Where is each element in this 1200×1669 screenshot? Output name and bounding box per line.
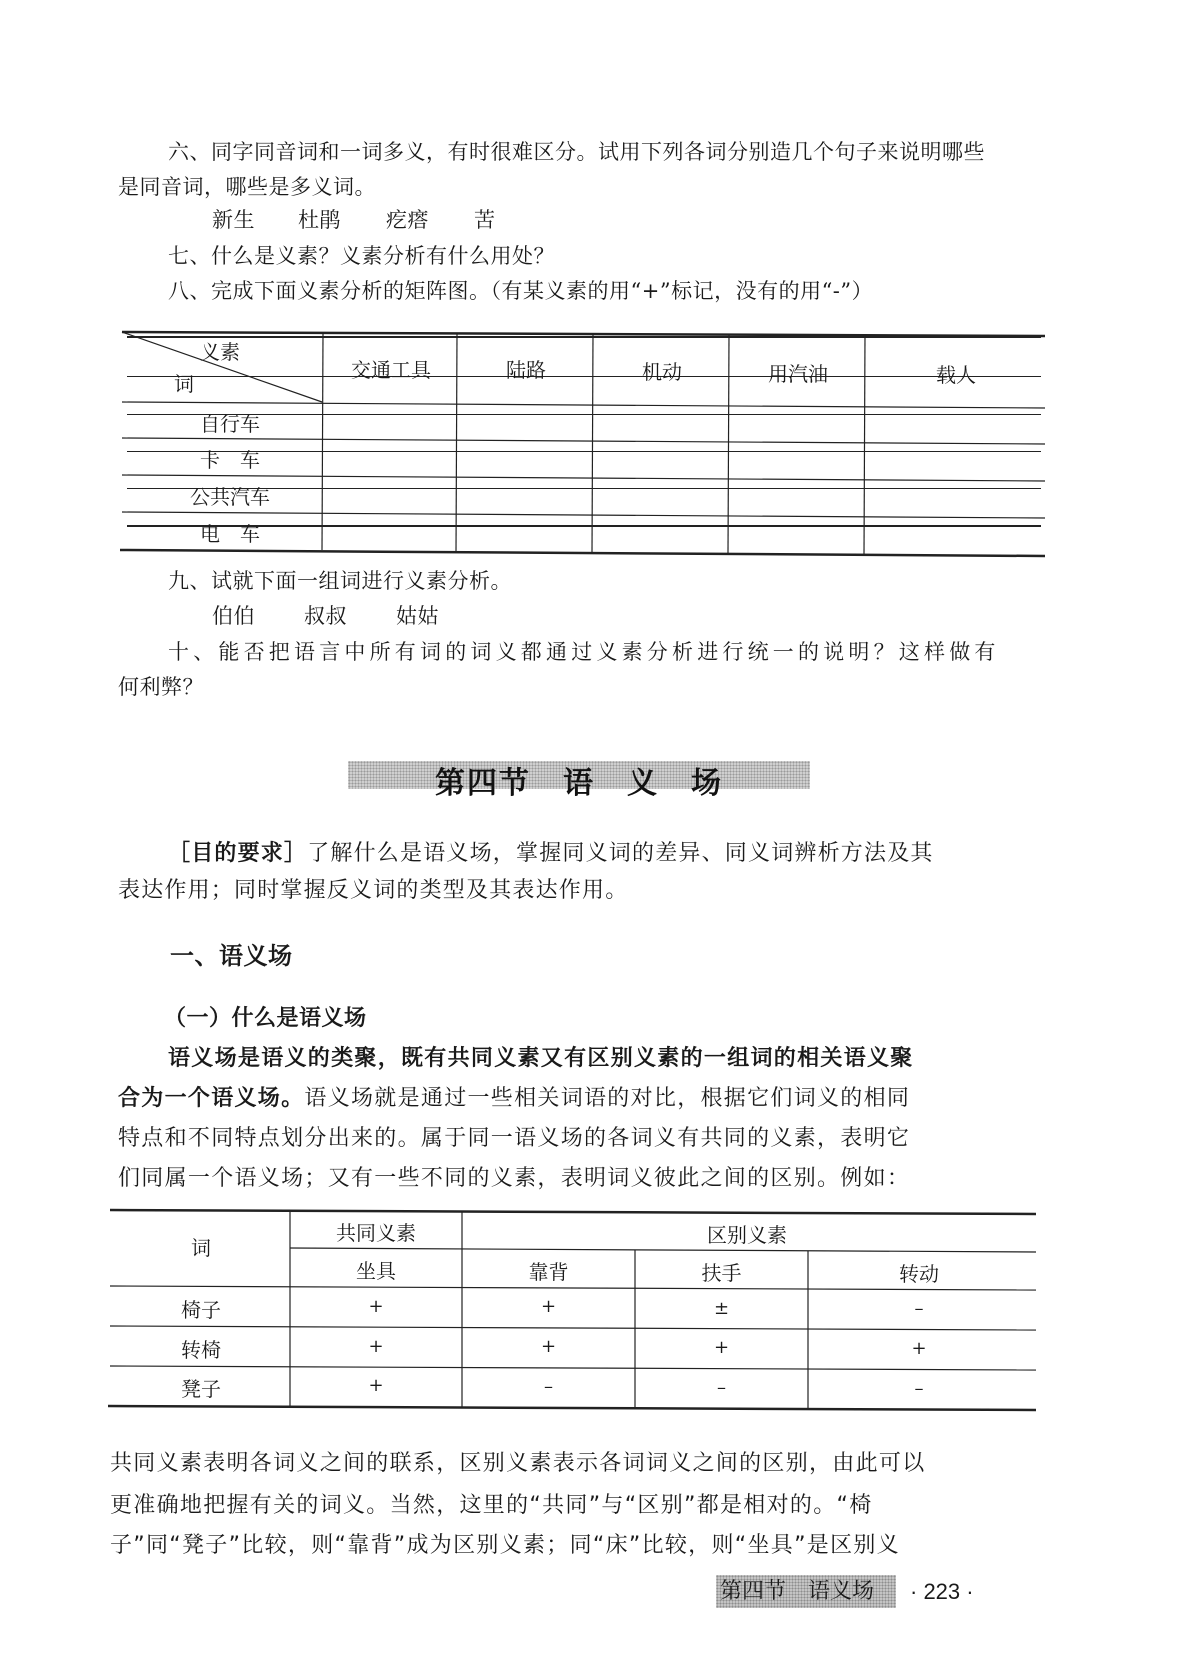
sub-header: 靠背 xyxy=(528,1260,569,1284)
exercise-6-word: 疙瘩 xyxy=(386,208,429,232)
exercise-9-word: 伯伯 xyxy=(212,604,255,628)
footer-section-label: 第四节 语义场 xyxy=(720,1579,875,1604)
seme-value: + xyxy=(368,1336,384,1357)
objective-text: 了解什么是语义场，掌握同义词的差异、同义词辨析方法及其 xyxy=(307,841,934,866)
seme-value: – xyxy=(544,1376,553,1397)
column-header: 用汽油 xyxy=(768,362,828,386)
column-header: 陆路 xyxy=(506,358,546,382)
exercise-8: 八、完成下面义素分析的矩阵图。（有某义素的用“+”标记，没有的用“-”） xyxy=(168,279,874,303)
column-header: 载人 xyxy=(936,363,976,387)
column-header: 交通工具 xyxy=(351,358,431,382)
closing-line3: 子”同“凳子”比较，则“靠背”成为区别义素；同“床”比较，则“坐具”是区别义 xyxy=(110,1533,900,1558)
exercise-10-line1: 十、能否把语言中所有词的词义都通过义素分析进行统一的说明？这样做有 xyxy=(168,640,1000,664)
seme-value: + xyxy=(911,1338,927,1359)
definition-bold: 合为一个语义场。 xyxy=(118,1086,305,1111)
row-label: 电 车 xyxy=(200,522,260,546)
objective-label: ［目的要求］ xyxy=(168,841,308,866)
seme-value: – xyxy=(914,1298,924,1319)
corner-label-seme: 义素 xyxy=(200,340,240,364)
closing-line1: 共同义素表明各词义之间的联系，区别义素表示各词词义之间的区别，由此可以 xyxy=(110,1451,926,1476)
exercise-6-word: 杜鹃 xyxy=(298,208,341,232)
page-number: · 223 · xyxy=(910,1579,974,1604)
sub-header: 坐具 xyxy=(356,1259,396,1283)
seme-value: + xyxy=(368,1296,384,1317)
corner-label-word: 词 xyxy=(174,372,194,396)
exercise-6-line2: 是同音词，哪些是多义词。 xyxy=(118,175,376,199)
definition-line1: 语义场是语义的类聚，既有共同义素又有区别义素的一组词的相关语义聚 xyxy=(168,1046,914,1071)
distinct-seme-header: 区别义素 xyxy=(707,1223,787,1247)
row-word: 转椅 xyxy=(181,1338,221,1362)
closing-line2: 更准确地把握有关的词义。当然，这里的“共同”与“区别”都是相对的。“椅 xyxy=(110,1493,873,1518)
row-word: 椅子 xyxy=(181,1298,221,1322)
objective-line2: 表达作用；同时掌握反义词的类型及其表达作用。 xyxy=(118,878,629,903)
definition-text: 语义场就是通过一些相关词语的对比，根据它们词义的相同 xyxy=(304,1086,911,1111)
seme-value: + xyxy=(368,1375,384,1396)
exercise-7: 七、什么是义素？义素分析有什么用处？ xyxy=(168,244,555,268)
exercise-6-line1: 六、同字同音词和一词多义，有时很难区分。试用下列各词分别造几个句子来说明哪些 xyxy=(168,140,985,164)
seme-value: – xyxy=(914,1378,924,1399)
row-label: 卡 车 xyxy=(200,448,260,472)
section-title: 第四节 语 义 场 xyxy=(435,766,723,801)
heading-semantic-field: 一、语义场 xyxy=(170,942,293,970)
common-seme-header: 共同义素 xyxy=(336,1221,416,1245)
paragraph-line3: 特点和不同特点划分出来的。属于同一语义场的各词义有共同的义素，表明它 xyxy=(118,1126,911,1151)
row-label: 自行车 xyxy=(200,412,260,436)
word-header: 词 xyxy=(191,1236,211,1260)
exercise-9-word: 叔叔 xyxy=(304,604,347,628)
subheading-what-is: （一）什么是语义场 xyxy=(164,1006,367,1031)
seme-value: + xyxy=(540,1296,557,1317)
exercise-9: 九、试就下面一组词进行义素分析。 xyxy=(168,569,512,593)
seme-value: – xyxy=(717,1377,726,1398)
exercise-10-line2: 何利弊？ xyxy=(118,675,204,699)
row-label: 公共汽车 xyxy=(190,485,270,509)
exercise-9-word: 姑姑 xyxy=(396,604,439,628)
exercise-6-word: 苦 xyxy=(474,208,496,232)
paragraph-line4: 们同属一个语义场；又有一些不同的义素，表明词义彼此之间的区别。例如： xyxy=(118,1166,911,1191)
seme-value: + xyxy=(540,1336,557,1357)
objective-line1 xyxy=(168,840,934,868)
sub-header: 扶手 xyxy=(701,1261,742,1285)
seme-value: ± xyxy=(713,1298,730,1319)
row-word: 凳子 xyxy=(181,1377,221,1401)
exercise-6-word: 新生 xyxy=(212,208,255,232)
definition-line2 xyxy=(118,1083,910,1115)
sub-header: 转动 xyxy=(899,1262,939,1286)
column-header: 机动 xyxy=(642,360,682,384)
seme-value: + xyxy=(713,1337,730,1358)
